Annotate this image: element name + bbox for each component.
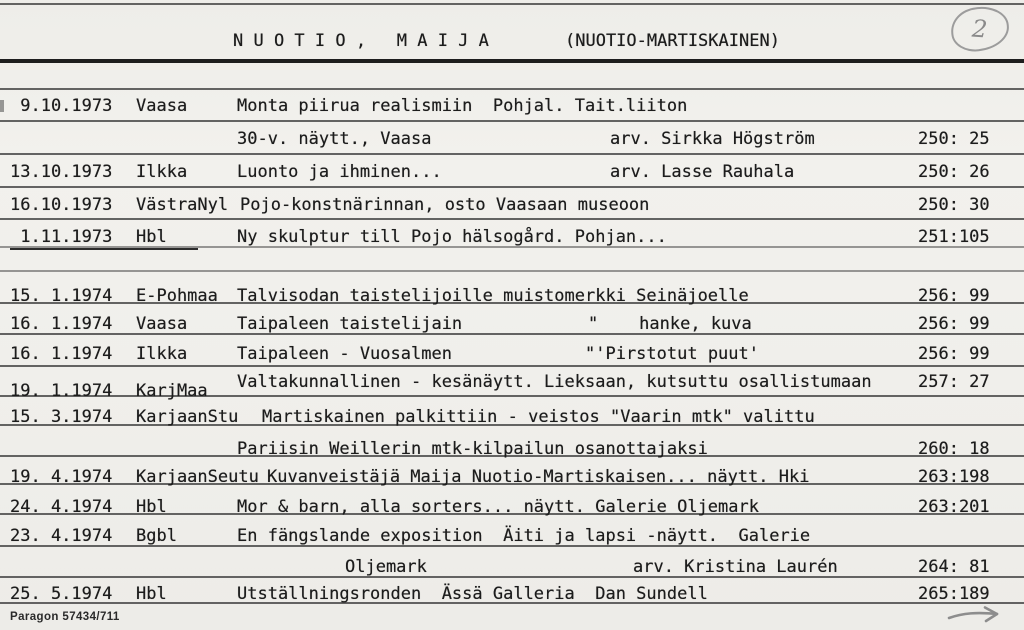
row-description: Luonto ja ihminen... (237, 162, 442, 182)
row-ref: 250: 30 (918, 195, 990, 215)
table-row (0, 526, 1024, 546)
next-page-arrow-icon (945, 604, 1007, 628)
ruled-line (0, 270, 1024, 272)
row-description: Utställningsronden Ässä Galleria Dan Sundell (237, 584, 708, 604)
row-date: 19. 4.1974 (10, 467, 113, 487)
table-row (0, 96, 1024, 116)
row-date: 24. 4.1974 (10, 497, 113, 517)
row-ref: 250: 25 (918, 129, 990, 149)
row-note: arv. Sirkka Högström (610, 129, 815, 149)
row-ref: 257: 27 (918, 372, 990, 392)
row-source: Hbl (136, 497, 167, 517)
page-number-badge (949, 4, 1011, 54)
row-ref: 260: 18 (918, 439, 990, 459)
row-description: Valtakunnallinen - kesänäytt. Lieksaan, kutsuttu osallistumaan (237, 372, 872, 392)
row-note: arv. Kristina Laurén (633, 557, 838, 577)
ruled-line (0, 365, 1024, 367)
row-description: 30-v. näytt., Vaasa (237, 129, 432, 149)
ruled-line (0, 218, 1024, 220)
table-row (0, 381, 1024, 401)
scan-artifact (0, 100, 4, 112)
row-description: Pariisin Weillerin mtk-kilpailun osanottajaksi (237, 439, 708, 459)
table-row (0, 129, 1024, 149)
card-brand-label: Paragon 57434/711 (10, 611, 120, 623)
row-date: 15. 1.1974 (10, 286, 113, 306)
row-note: "'Pirstotut puut' (585, 344, 759, 364)
table-row (0, 227, 1024, 247)
ruled-line (0, 59, 1024, 63)
row-description: Taipaleen - Vuosalmen (237, 344, 452, 364)
row-source: Bgbl (136, 526, 177, 546)
row-date: 16.10.1973 (10, 195, 113, 215)
table-row (0, 467, 1024, 487)
ruled-line (0, 153, 1024, 155)
row-description: Pojo-konstnärinnan, osto Vaasaan museoon (240, 195, 650, 215)
table-row (0, 557, 1024, 577)
row-source: Ilkka (136, 344, 188, 364)
row-date: 23. 4.1974 (10, 526, 113, 546)
row-source: E-Pohmaa (136, 286, 218, 306)
row-ref: 264: 81 (918, 557, 990, 577)
table-row (0, 344, 1024, 364)
row-ref: 265:189 (918, 584, 990, 604)
row-source: Ilkka (136, 162, 188, 182)
page-title: N U O T I O , M A I J A (233, 31, 489, 51)
table-row (0, 439, 1024, 459)
row-ref: 263:201 (918, 497, 990, 517)
row-date: 25. 5.1974 (10, 584, 113, 604)
row-ref: 256: 99 (918, 344, 990, 364)
ruled-line (0, 120, 1024, 122)
row-source: KarjMaa (136, 381, 208, 401)
row-description: Talvisodan taistelijoille muistomerkki Seinäjoelle (237, 286, 749, 306)
row-source: Vaasa (136, 314, 188, 334)
row-source: Vaasa (136, 96, 188, 116)
row-ref: 263:198 (918, 467, 990, 487)
row-ref: 251:105 (918, 227, 990, 247)
row-description: Martiskainen palkittiin - veistos "Vaarin mtk" valittu (262, 407, 815, 427)
table-row (0, 497, 1024, 517)
ruled-line (0, 186, 1024, 188)
row-date: 16. 1.1974 (10, 344, 113, 364)
table-row (0, 584, 1024, 604)
table-row (0, 314, 1024, 334)
row-note: arv. Lasse Rauhala (610, 162, 795, 182)
row-date: 13.10.1973 (10, 162, 113, 182)
row-date: 19. 1.1974 (10, 381, 113, 401)
row-description: Taipaleen taistelijain (237, 314, 463, 334)
table-row (0, 162, 1024, 182)
ruled-line (0, 3, 1024, 5)
ruled-line (0, 88, 1024, 90)
row-note: " hanke, kuva (588, 314, 752, 334)
row-source: Hbl (136, 227, 167, 247)
row-source: KarjaanStu (136, 407, 239, 427)
row-description: En fängslande exposition Äiti ja lapsi -näytt. Galerie (237, 526, 811, 546)
row-ref: 250: 26 (918, 162, 990, 182)
row-source: VästraNyl (136, 195, 229, 215)
table-row (0, 195, 1024, 215)
row-date: 16. 1.1974 (10, 314, 113, 334)
row-description: Kuvanveistäjä Maija Nuotio-Martiskaisen... näytt. Hki (267, 467, 810, 487)
row-ref: 256: 99 (918, 286, 990, 306)
row-date: 1.11.1973 (10, 227, 198, 250)
table-row (0, 407, 1024, 427)
row-description: Monta piirua realismiin Pohjal. Tait.liiton (237, 96, 688, 116)
page-number: 2 (971, 14, 989, 44)
table-row (0, 286, 1024, 306)
page-title-paren: (NUOTIO-MARTISKAINEN) (565, 31, 780, 51)
row-date: 15. 3.1974 (10, 407, 113, 427)
row-ref: 256: 99 (918, 314, 990, 334)
row-source: KarjaanSeutu (136, 467, 259, 487)
row-date: 9.10.1973 (10, 96, 113, 116)
row-description: Mor & barn, alla sorters... näytt. Galerie Oljemark (237, 497, 759, 517)
row-description: Ny skulptur till Pojo hälsogård. Pohjan... (237, 227, 667, 247)
row-source: Hbl (136, 584, 167, 604)
row-description: Oljemark (345, 557, 427, 577)
